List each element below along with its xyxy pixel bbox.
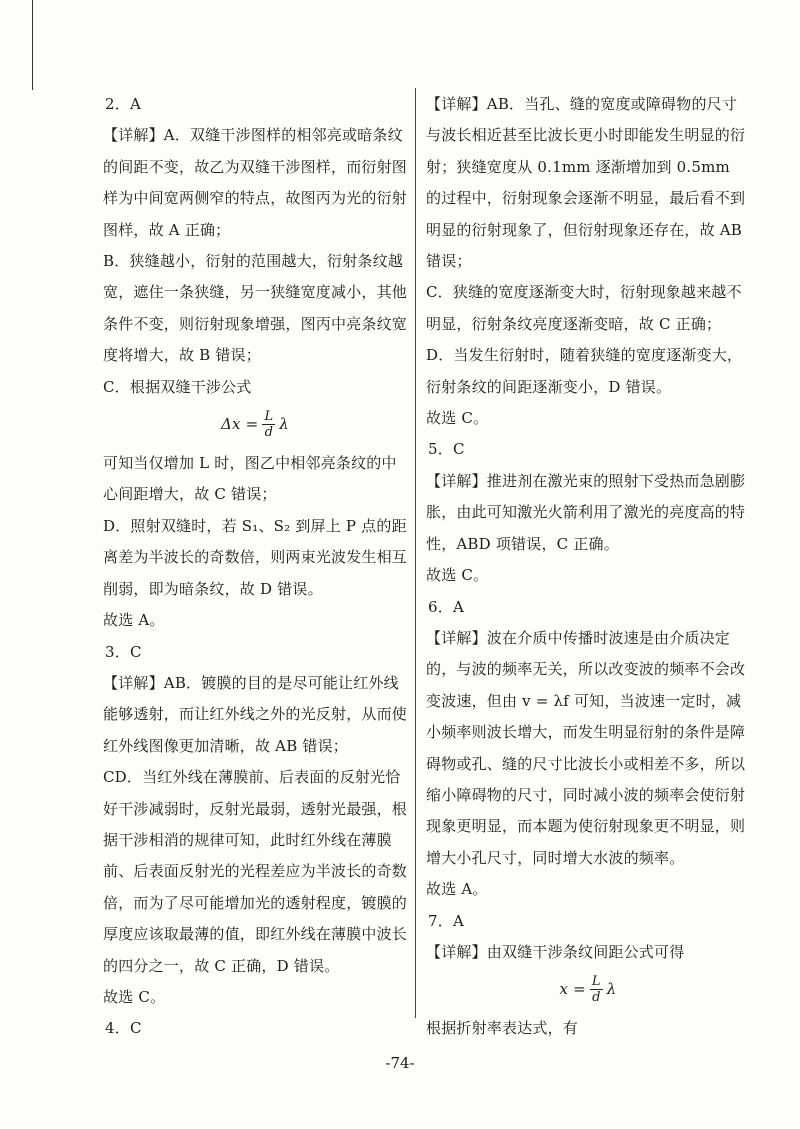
question-5-number: 5．C [428,440,465,459]
formula-fraction [590,974,603,1005]
question-6-number: 6．A [428,597,464,616]
question-7-number: 7．A [428,911,464,930]
column-divider [415,88,416,1018]
question-6-explanation: 【详解】波在介质中传播时波速是由介质决定的，与波的频率无关，所以改变波的频率不会改变波速，但由 v = λf 可知，当波速一定时，减小频率则波长增大，而发生明显衍射的条件是障碍物或孔、缝的尺寸比波长小或相差不多，所以缩小障碍物的尺寸，同时减小波的频率会使衍射现象更明显，而本题为使衍射现象更不明显，则增大小孔尺寸，同时增大水波的频率。 [426,628,746,867]
margin-line [32,0,33,90]
formula-lhs: Δx = [221,415,259,434]
question-4-explanation-ab: 【详解】AB．当孔、缝的宽度或障碍物的尺寸与波长相近甚至比波长更小时即能发生明显的衍射；狭缝宽度从 0.1mm 逐渐增加到 0.5mm 的过程中，衍射现象会逐渐不明显，最后看不到明显的衍射现象了，但衍射现象还存在，故 AB 错误； [426,95,746,271]
question-3-explanation-ab: 【详解】AB．镀膜的目的是尽可能让红外线能够透射，而让红外线之外的光反射，从而使红外线图像更加清晰，故 AB 错误； [103,673,408,755]
formula-rhs: λ [606,980,617,999]
double-slit-formula [103,403,407,448]
question-5-explanation: 【详解】推进剂在激光束的照射下受热而急剧膨胀，由此可知激光火箭利用了激光的亮度高的特性，ABD 项错误，C 正确。 [426,471,746,553]
formula-numerator: L [264,409,274,425]
question-3-explanation-cd: CD．当红外线在薄膜前、后表面的反射光恰好干涉减弱时，反射光最弱，透射光最强，根据干涉相消的规律可知，此时红外线在薄膜前、后表面反射光的光程差应为半波长的奇数倍，而为了尽可能增加光的透射程度，镀膜的厚度应该取最薄的值，即红外线在薄膜中波长的四分之一，故 C 正确，D 错误。 [103,768,408,975]
question-7-explanation: 【详解】由双缝干涉条纹间距公式可得 [426,942,685,961]
question-2-explanation-a: 【详解】A．双缝干涉图样的相邻亮或暗条纹的间距不变，故乙为双缝干涉图样，而衍射图样为中间宽两侧窄的特点，故图丙为光的衍射图样，故 A 正确； [103,126,408,239]
question-3-number: 3．C [105,642,142,661]
question-4-number: 4．C [105,1019,142,1038]
question-4-explanation-d: D．当发生衍射时，随着狭缝的宽度逐渐变大，衍射条纹的间距逐渐变小，D 错误。 [426,346,743,396]
question-2-answer: 故选 A。 [103,611,165,630]
question-2-explanation-c2: 可知当仅增加 L 时，图乙中相邻亮条纹的中心间距增大，故 C 错误； [103,454,397,504]
formula-denominator: d [592,990,601,1006]
question-4-answer: 故选 C。 [426,409,489,428]
formula-numerator: L [591,974,601,990]
right-column [426,89,750,1045]
page-number: -74- [385,1054,415,1072]
formula-rhs: λ [279,415,289,434]
question-2-explanation-d: D．照射双缝时，若 S₁、S₂ 到屏上 P 点的距离差为半波长的奇数倍，则两束光波发生相互削弱，即为暗条纹，故 D 错误。 [103,516,408,598]
question-2-explanation-c: C．根据双缝干涉公式 [103,377,252,396]
formula-fraction [262,409,275,440]
left-column [103,89,407,1045]
question-4-explanation-c: C．狭缝的宽度逐渐变大时，衍射现象越来越不明显，衍射条纹亮度逐渐变暗，故 C 正确； [426,283,742,333]
question-3-answer: 故选 C。 [103,987,166,1006]
question-2-number: 2．A [105,95,141,113]
question-2-explanation-b: B．狭缝越小，衍射的范围越大，衍射条纹越宽，遮住一条狭缝，另一狭缝宽度减小，其他条件不变，则衍射现象增强，图丙中亮条纹宽度将增大，故 B 错误； [103,252,408,365]
fringe-spacing-formula [426,968,750,1013]
question-7-explanation-b: 根据折射率表达式，有 [426,1019,579,1038]
question-5-answer: 故选 C。 [426,566,489,585]
formula-denominator: d [264,425,274,441]
formula-lhs: x = [559,980,586,999]
question-6-answer: 故选 A。 [426,880,488,899]
